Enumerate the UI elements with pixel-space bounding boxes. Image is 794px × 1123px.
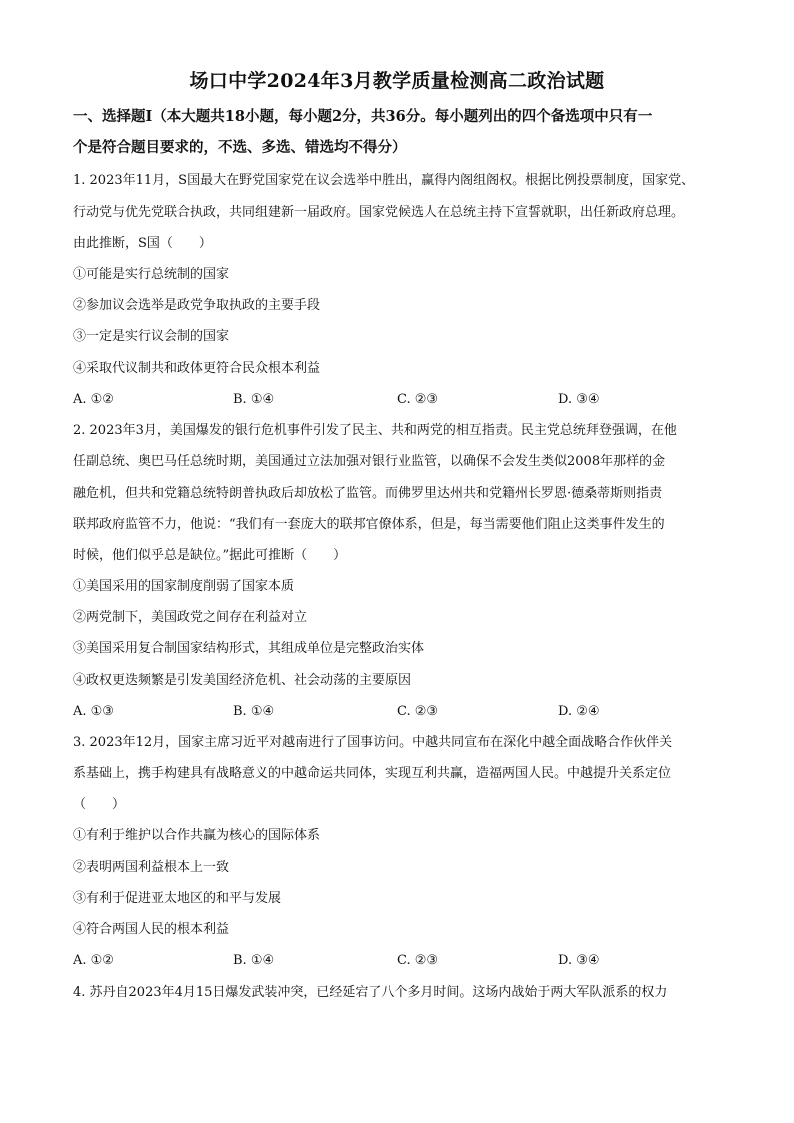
question-stem-line: 4. 苏丹自2023年4月15日爆发武装冲突，已经延宕了八个多月时间。这场内战始于两大军队派系的权力 — [73, 985, 668, 1000]
statement-item: ②表明两国利益根本上一致 — [73, 860, 230, 875]
statement-item: ②两党制下，美国政党之间存在利益对立 — [73, 610, 308, 625]
statement-item: ④采取代议制共和政体更符合民众根本利益 — [73, 361, 321, 376]
question-stem-line: 时候，他们似乎总是缺位。”据此可推断（ ） — [73, 548, 347, 563]
question-stem-line: 由此推断，S国（ ） — [73, 236, 212, 251]
statement-item: ②参加议会选举是政党争取执政的主要手段 — [73, 298, 321, 313]
page-title: 场口中学2024年3月教学质量检测高二政治试题 — [189, 70, 605, 92]
statement-item: ①美国采用的国家制度削弱了国家本质 — [73, 579, 295, 594]
question-stem-line: 系基础上，携手构建具有战略意义的中越命运共同体，实现互利共赢，造福两国人民。中越提升关系定位 — [73, 766, 672, 781]
answer-options — [73, 951, 733, 971]
option-c[interactable]: C. ②③ — [397, 704, 439, 719]
statement-item: ④政权更迭频繁是引发美国经济危机、社会动荡的主要原因 — [73, 673, 412, 688]
statement-item: ③美国采用复合制国家结构形式，其组成单位是完整政治实体 — [73, 641, 425, 656]
answer-options — [73, 390, 733, 410]
section-heading-line-2: 个是符合题目要求的，不选、多选、错选均不得分） — [73, 139, 407, 156]
question-stem-line: 2. 2023年3月，美国爆发的银行危机事件引发了民主、共和两党的相互指责。民主党总统拜登强调，在他 — [73, 423, 677, 438]
option-a[interactable]: A. ①② — [73, 392, 114, 407]
question-stem-line: 1. 2023年11月，S国最大在野党国家党在议会选举中胜出，赢得内阁组阁权。根据比例投票制度，国家党、 — [73, 173, 695, 188]
option-b[interactable]: B. ①④ — [233, 392, 275, 407]
statement-item: ①有利于维护以合作共赢为核心的国际体系 — [73, 828, 321, 843]
question-stem-line: （ ） — [73, 797, 126, 812]
option-b[interactable]: B. ①④ — [233, 953, 275, 968]
statement-item: ③一定是实行议会制的国家 — [73, 329, 230, 344]
option-b[interactable]: B. ①④ — [233, 704, 275, 719]
option-c[interactable]: C. ②③ — [397, 392, 439, 407]
option-c[interactable]: C. ②③ — [397, 953, 439, 968]
statement-item: ④符合两国人民的根本利益 — [73, 922, 230, 937]
option-d[interactable]: D. ③④ — [558, 953, 600, 968]
option-a[interactable]: A. ①③ — [73, 704, 114, 719]
question-stem-line: 联邦政府监管不力，他说：“我们有一套庞大的联邦官僚体系，但是，每当需要他们阻止这类事件发生的 — [73, 517, 665, 532]
option-d[interactable]: D. ②④ — [558, 704, 600, 719]
question-stem-line: 行动党与优先党联合执政，共同组建新一届政府。国家党候选人在总统主持下宣誓就职，出任新政府总理。 — [73, 205, 685, 220]
question-stem-line: 3. 2023年12月，国家主席习近平对越南进行了国事访问。中越共同宣布在深化中越全面战略合作伙伴关 — [73, 735, 673, 750]
question-stem-line: 任副总统、奥巴马任总统时期，美国通过立法加强对银行业监管，以确保不会发生类似2008年那样的金 — [73, 454, 666, 469]
option-a[interactable]: A. ①② — [73, 953, 114, 968]
section-heading-line-1: 一、选择题Ⅰ（本大题共18小题，每小题2分，共36分。每小题列出的四个备选项中只有一 — [73, 108, 653, 125]
statement-item: ③有利于促进亚太地区的和平与发展 — [73, 891, 282, 906]
question-stem-line: 融危机，但共和党籍总统特朗普执政后却放松了监管。而佛罗里达州共和党籍州长罗恩·德桑蒂斯则指责 — [73, 486, 663, 501]
option-d[interactable]: D. ③④ — [558, 392, 600, 407]
answer-options — [73, 702, 733, 722]
statement-item: ①可能是实行总统制的国家 — [73, 267, 230, 282]
